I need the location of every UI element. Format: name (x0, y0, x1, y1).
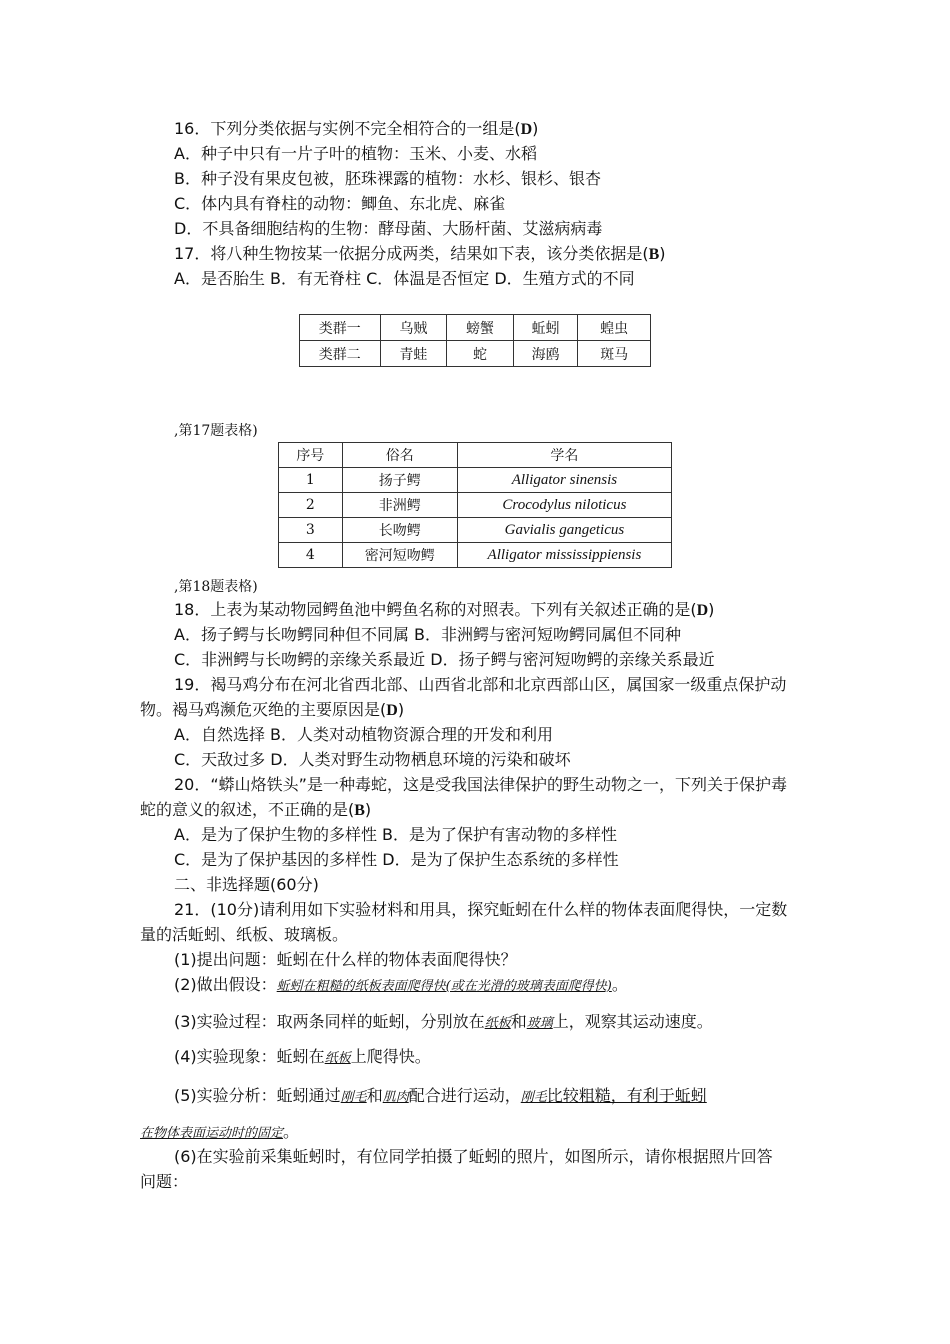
table-cell: 3 (279, 518, 343, 543)
table-cell: 斑马 (578, 341, 651, 367)
table-header: 学名 (457, 443, 671, 468)
q21-part3-answer1: 纸板 (484, 1016, 511, 1031)
q17-stem (174, 243, 666, 266)
q21-part1: (1)提出问题：蚯蚓在什么样的物体表面爬得快？ (174, 950, 517, 969)
q21-stem-line2: 量的活蚯蚓、纸板、玻璃板。 (140, 925, 349, 944)
q21-part5-answer4: 在物体表面运动时的固定 (140, 1126, 284, 1141)
table-cell: 蝗虫 (578, 315, 651, 341)
q18-options-ab: A．扬子鳄与长吻鳄同种但不同属 B．非洲鳄与密河短吻鳄同属但不同种 (174, 625, 682, 644)
table-cell: Crocodylus niloticus (457, 493, 671, 518)
q19-stem-line1: 19．褐马鸡分布在河北省西北部、山西省北部和北京西部山区，属国家一级重点保护动 (174, 675, 787, 694)
table-cell: 1 (279, 468, 343, 493)
q21-stem-line1: 21．(10分)请利用如下实验材料和用具，探究蚯蚓在什么样的物体表面爬得快，一定数 (174, 900, 788, 919)
table-cell: 长吻鳄 (342, 518, 457, 543)
table-cell: Alligator sinensis (457, 468, 671, 493)
q19-close: ) (397, 700, 405, 719)
table-cell: 乌贼 (380, 315, 447, 341)
table-cell: 螃蟹 (447, 315, 514, 341)
q16-close: ) (532, 119, 539, 138)
table-row (279, 493, 672, 518)
table-cell: 蚯蚓 (513, 315, 578, 341)
q21-part3-answer2: 玻璃 (526, 1016, 553, 1031)
section-heading: 二、非选择题(60分) (174, 875, 319, 894)
q20-stem-line1: 20．“蟒山烙铁头”是一种毒蛇，这是受我国法律保护的野生动物之一，下列关于保护毒 (174, 775, 787, 794)
q21-part4-end: 上爬得快。 (350, 1047, 431, 1066)
q20-answer: B (354, 802, 365, 819)
q16-option-a: A．种子中只有一片子叶的植物：玉米、小麦、水稻 (174, 144, 537, 163)
table-row (279, 543, 672, 568)
q17-answer: B (648, 246, 660, 263)
q21-part5-answer3: 刚毛 (520, 1090, 547, 1105)
q21-part3-end: 上，观察其运动速度。 (552, 1012, 713, 1031)
table-cell: 青蛙 (380, 341, 447, 367)
q18-options-cd: C．非洲鳄与长吻鳄的亲缘关系最近 D．扬子鳄与密河短吻鳄的亲缘关系最近 (174, 650, 715, 669)
q18-stem (174, 599, 714, 622)
q21-part3-mid: 和 (510, 1012, 527, 1031)
q16-option-b: B．种子没有果皮包被，胚珠裸露的植物：水杉、银杉、银杏 (174, 169, 601, 188)
q17-close: ) (659, 244, 666, 263)
q16-stem (174, 118, 538, 141)
q21-part5 (174, 1085, 707, 1109)
q17-table-row (300, 341, 651, 367)
q20-close: ) (364, 800, 372, 819)
q18-answer: D (696, 602, 709, 619)
q21-part3-label: (3)实验过程：取两条同样的蚯蚓，分别放在 (174, 1012, 485, 1031)
table-row (279, 468, 672, 493)
table-cell: Gavialis gangeticus (457, 518, 671, 543)
q20-stem-line2 (140, 799, 371, 822)
q21-part5-cont (140, 1121, 299, 1145)
table-cell: 非洲鳄 (342, 493, 457, 518)
q21-part5-final: 。 (283, 1122, 300, 1141)
q17-table-caption: ,第17题表格) (174, 423, 258, 439)
table-cell: Alligator mississippiensis (457, 543, 671, 568)
table-row (279, 518, 672, 543)
q18-table-header-row (279, 443, 672, 468)
q17-options: A．是否胎生 B．有无脊柱 C．体温是否恒定 D．生殖方式的不同 (174, 269, 635, 288)
q21-part4-answer: 纸板 (324, 1051, 351, 1066)
q21-part2-label: (2)做出假设： (174, 975, 277, 994)
table-cell: 扬子鳄 (342, 468, 457, 493)
q17-table-row (300, 315, 651, 341)
table-cell: 海鸥 (513, 341, 578, 367)
q19-answer: D (386, 702, 398, 719)
q16-option-d: D．不具备细胞结构的生物：酵母菌、大肠杆菌、艾滋病病毒 (174, 219, 603, 238)
table-cell: 蛇 (447, 341, 514, 367)
q21-part5-mid: 和 (366, 1086, 383, 1105)
q16-stem-text: 16．下列分类依据与实例不完全相符合的一组是( (174, 119, 521, 138)
table-cell: 类群二 (300, 341, 381, 367)
q21-part5-label: (5)实验分析：蚯蚓通过 (174, 1086, 341, 1105)
table-cell: 2 (279, 493, 343, 518)
q18-table (278, 442, 672, 568)
q20-stem-text: 蛇的意义的叙述，不正确的是( (140, 800, 355, 819)
q21-part4-label: (4)实验现象：蚯蚓在 (174, 1047, 325, 1066)
q21-part2 (174, 974, 628, 998)
table-header: 俗名 (342, 443, 457, 468)
q21-part5-answer2: 肌肉 (382, 1090, 409, 1105)
q20-options-ab: A．是为了保护生物的多样性 B．是为了保护有害动物的多样性 (174, 825, 618, 844)
q19-options-cd: C．天敌过多 D．人类对野生动物栖息环境的污染和破坏 (174, 750, 571, 769)
q18-table-caption: ,第18题表格) (174, 579, 258, 595)
table-cell: 4 (279, 543, 343, 568)
q16-option-c: C．体内具有脊柱的动物：鲫鱼、东北虎、麻雀 (174, 194, 506, 213)
q21-part6-line2: 问题： (140, 1172, 189, 1191)
q17-stem-text: 17．将八种生物按某一依据分成两类，结果如下表，该分类依据是( (174, 244, 649, 263)
q17-table (299, 314, 651, 367)
q21-part4 (174, 1046, 431, 1070)
q21-part5-answer1: 刚毛 (340, 1090, 367, 1105)
q16-answer: D (520, 121, 533, 138)
table-cell: 密河短吻鳄 (342, 543, 457, 568)
q21-part2-end: 。 (611, 975, 628, 994)
q20-options-cd: C．是为了保护基因的多样性 D．是为了保护生态系统的多样性 (174, 850, 619, 869)
q19-stem-text: 物。褐马鸡濒危灭绝的主要原因是( (140, 700, 387, 719)
q21-part3 (174, 1011, 713, 1035)
q18-close: ) (708, 600, 715, 619)
table-header: 序号 (279, 443, 343, 468)
q18-stem-text: 18．上表为某动物园鳄鱼池中鳄鱼名称的对照表。下列有关叙述正确的是( (174, 600, 697, 619)
table-cell: 类群一 (300, 315, 381, 341)
q19-options-ab: A．自然选择 B．人类对动植物资源合理的开发和利用 (174, 725, 554, 744)
q21-part5-end: 比较粗糙，有利于蚯蚓 (546, 1086, 707, 1105)
q21-part6-line1: (6)在实验前采集蚯蚓时，有位同学拍摄了蚯蚓的照片，如图所示，请你根据照片回答 (174, 1147, 773, 1166)
q21-part5-mid2: 配合进行运动， (408, 1086, 521, 1105)
q19-stem-line2 (140, 699, 404, 722)
q21-part2-answer: 蚯蚓在粗糙的纸板表面爬得快(或在光滑的玻璃表面爬得快) (276, 979, 612, 994)
